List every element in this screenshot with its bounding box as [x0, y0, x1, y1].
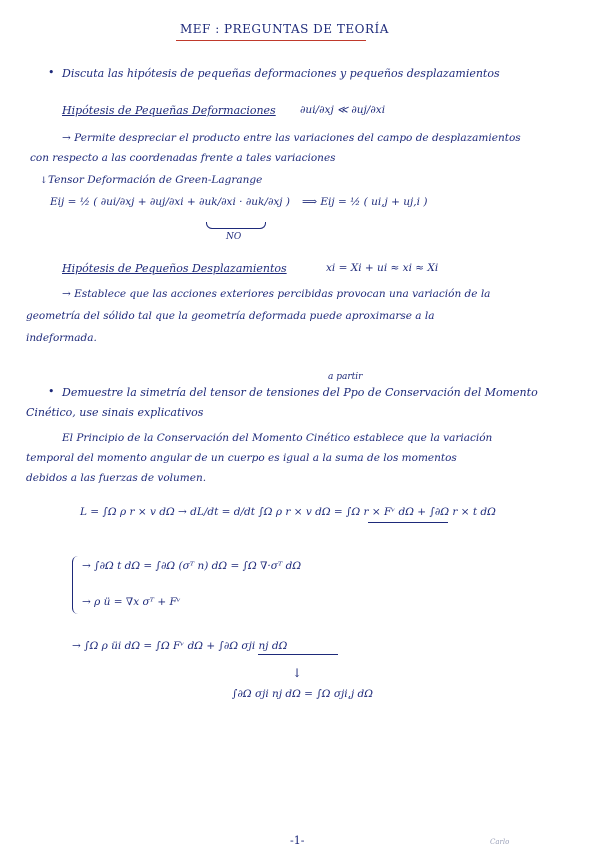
q2-question: Demuestre la simetría del tensor de tensiones del Ppo de Conservación del Momento	[62, 386, 538, 399]
small-strain-eq: ⟹ Eij = ½ ( ui,j + uj,i )	[302, 196, 428, 208]
system-brace	[72, 556, 81, 614]
arrow-down-icon: ↓	[292, 666, 303, 680]
h2-line2: geometría del sólido tal que la geometría deformada puede aproximarse a la	[26, 310, 435, 322]
system-eq-1: → ∫∂Ω t dΩ = ∫∂Ω (σᵀ n) dΩ = ∫Ω ∇·σᵀ dΩ	[82, 560, 302, 572]
surface-term-underline	[368, 518, 448, 523]
index-equation: → ∫Ω ρ üi dΩ = ∫Ω Fᵛ dΩ + ∫∂Ω σji nj dΩ	[72, 640, 288, 652]
tensor-label: Tensor Deformación de Green-Lagrange	[48, 174, 263, 186]
q1-bullet: •	[48, 66, 55, 79]
page-number: -1-	[290, 834, 305, 847]
traction-term-underline	[258, 650, 338, 655]
q1-question: Discuta las hipótesis de pequeñas deformaciones y pequeños desplazamientos	[62, 67, 500, 80]
h1-line2: con respecto a las coordenadas frente a tales variaciones	[30, 152, 336, 164]
h2-line3: indeformada.	[26, 332, 97, 344]
h2-condition: xi = Xi + ui ≈ xi ≈ Xi	[326, 262, 439, 274]
h2-line1: → Establece que las acciones exteriores percibidas provocan una variación de la	[62, 288, 491, 300]
q2-paragraph-1: El Principio de la Conservación del Momento Cinético establece que la variación	[62, 432, 493, 444]
page-title: MEF : PREGUNTAS DE TEORÍA	[180, 22, 389, 36]
neglected-term-label: NO	[226, 232, 242, 242]
q2-bullet: •	[48, 385, 55, 398]
underbrace	[206, 222, 266, 229]
h1-heading: Hipótesis de Pequeñas Deformaciones	[62, 104, 276, 117]
momentum-equation: L = ∫Ω ρ r × v dΩ → dL/dt = d/dt ∫Ω ρ r × v dΩ = ∫Ω r × Fᵛ dΩ + ∫∂Ω r × t dΩ	[80, 506, 496, 518]
divergence-equation: ∫∂Ω σji nj dΩ = ∫Ω σji,j dΩ	[232, 688, 373, 700]
h1-condition: ∂ui/∂xj ≪ ∂uj/∂xi	[300, 104, 386, 116]
h2-heading: Hipótesis de Pequeños Desplazamientos	[62, 262, 287, 275]
arrow-down-icon: ↓	[40, 176, 48, 186]
q2-insertion: a partir	[328, 372, 363, 382]
title-underline	[176, 40, 366, 41]
q2-paragraph-3: debidos a las fuerzas de volumen.	[26, 472, 207, 484]
q2-paragraph-2: temporal del momento angular de un cuerpo es igual a la suma de los momentos	[26, 452, 457, 464]
q2-question-cont: Cinético, use sinais explicativos	[26, 406, 204, 419]
system-eq-2: → ρ ü = ∇x σᵀ + Fᵛ	[82, 596, 181, 608]
corner-mark: Carlo	[490, 838, 510, 846]
h1-line1: → Permite despreciar el producto entre las variaciones del campo de desplazamientos	[62, 132, 521, 144]
green-lagrange-eq: Eij = ½ ( ∂ui/∂xj + ∂uj/∂xi + ∂uk/∂xi · ∂uk/∂xj )	[50, 196, 290, 208]
